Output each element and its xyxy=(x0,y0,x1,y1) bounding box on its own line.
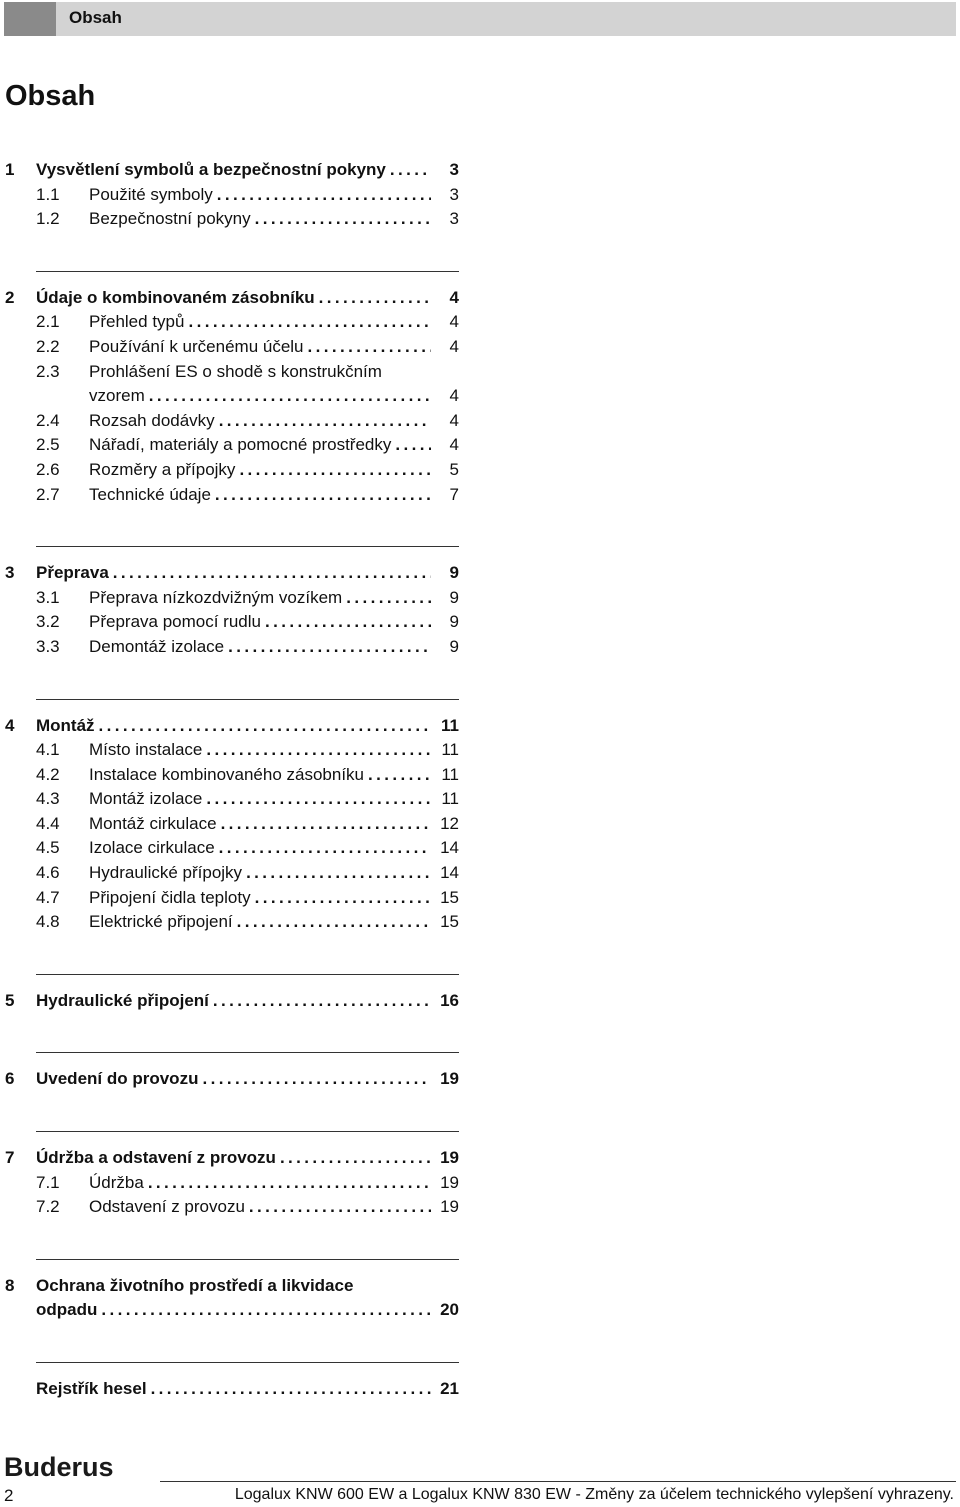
toc-section xyxy=(5,271,459,507)
toc-sub-page: 9 xyxy=(449,636,459,656)
toc-leader-dots xyxy=(219,409,431,434)
toc-main-entry[interactable] xyxy=(5,714,459,739)
toc-sub-title: Prohlášení ES o shodě s konstrukčním xyxy=(89,361,382,381)
toc-section xyxy=(5,546,459,659)
toc-main-title-cont: odpadu xyxy=(36,1300,98,1320)
toc-sub-page: 11 xyxy=(441,764,459,784)
toc-sub-title: Používání k určenému účelu xyxy=(89,336,304,356)
toc-section xyxy=(5,158,459,232)
toc-section xyxy=(36,1362,459,1402)
toc-main-entry[interactable] xyxy=(5,1067,459,1092)
toc-sub-number: 2.7 xyxy=(36,484,60,504)
toc-sub-entry[interactable] xyxy=(5,360,459,385)
toc-leader-dots xyxy=(390,158,431,183)
toc-sub-title: Přeprava nízkozdvižným vozíkem xyxy=(89,587,343,607)
toc-main-number: 7 xyxy=(5,1148,15,1168)
toc-sub-title: Montáž cirkulace xyxy=(89,813,217,833)
toc-sub-number: 2.1 xyxy=(36,312,60,332)
toc-sub-number: 7.1 xyxy=(36,1172,60,1192)
toc-sub-number: 2.6 xyxy=(36,459,60,479)
toc-sub-page: 3 xyxy=(449,184,459,204)
toc-sub-entry[interactable] xyxy=(5,910,459,935)
toc-main-number: 5 xyxy=(5,990,15,1010)
toc-sub-number: 3.1 xyxy=(36,587,60,607)
toc-leader-dots xyxy=(148,1171,431,1196)
toc-sub-entry[interactable] xyxy=(5,310,459,335)
toc-sub-number: 7.2 xyxy=(36,1197,60,1217)
toc-leader-dots xyxy=(202,1067,431,1092)
toc-sub-number: 4.6 xyxy=(36,863,60,883)
toc-sub-title: Připojení čidla teploty xyxy=(89,887,251,907)
toc-main-title: Montáž xyxy=(36,715,95,735)
buderus-logo xyxy=(4,1455,138,1479)
toc-leader-dots xyxy=(368,763,431,788)
toc-sub-number: 3.2 xyxy=(36,612,60,632)
toc-main-title: Ochrana životního prostředí a likvidace xyxy=(36,1275,354,1295)
toc-sub-entry[interactable] xyxy=(5,836,459,861)
toc-sub-page: 12 xyxy=(440,813,459,833)
toc-main-entry[interactable] xyxy=(5,1274,459,1299)
toc-main-entry[interactable] xyxy=(5,1146,459,1171)
toc-leader-dots xyxy=(239,458,431,483)
toc-section xyxy=(5,974,459,1014)
toc-sub-entry[interactable] xyxy=(5,1171,459,1196)
toc-sub-title: Rozsah dodávky xyxy=(89,410,215,430)
toc-sub-number: 4.2 xyxy=(36,764,60,784)
toc-sub-number: 1.1 xyxy=(36,184,60,204)
toc-main-page: 11 xyxy=(441,715,459,735)
toc-sub-number: 4.7 xyxy=(36,887,60,907)
toc-sub-page: 14 xyxy=(440,863,459,883)
toc-sub-title: Údržba xyxy=(89,1172,144,1192)
toc-main-title: Rejstřík hesel xyxy=(36,1379,147,1398)
toc-sub-entry[interactable] xyxy=(5,812,459,837)
toc-leader-dots xyxy=(151,1377,431,1402)
toc-main-entry[interactable] xyxy=(5,158,459,183)
toc-sub-entry[interactable] xyxy=(5,207,459,232)
toc-sub-page: 11 xyxy=(441,789,459,809)
toc-section xyxy=(5,1131,459,1220)
toc-sub-title: Odstavení z provozu xyxy=(89,1197,245,1217)
toc-sub-title: Přehled typů xyxy=(89,312,185,332)
toc-main-title: Vysvětlení symbolů a bezpečnostní pokyny xyxy=(36,160,386,179)
toc-sub-title: Použité symboly xyxy=(89,184,213,204)
toc-sub-entry[interactable] xyxy=(5,458,459,483)
toc-leader-dots xyxy=(319,286,431,311)
toc-sub-number: 1.2 xyxy=(36,209,60,229)
toc-sub-number: 4.8 xyxy=(36,912,60,932)
toc-leader-dots xyxy=(188,310,431,335)
toc-sub-page: 4 xyxy=(449,386,459,406)
toc-sub-page: 9 xyxy=(449,612,459,632)
toc-sub-title: Instalace kombinovaného zásobníku xyxy=(89,764,365,784)
toc-leader-dots xyxy=(99,714,431,739)
toc-leader-dots xyxy=(395,433,431,458)
buderus-logo-text: Buderus xyxy=(4,1455,114,1479)
toc-main-number: 8 xyxy=(5,1275,15,1295)
toc-section xyxy=(5,1052,459,1092)
toc-leader-dots xyxy=(280,1146,431,1171)
toc-section xyxy=(5,699,459,935)
toc-sub-entry[interactable] xyxy=(5,787,459,812)
toc-sub-number: 4.4 xyxy=(36,813,60,833)
toc-sub-page: 9 xyxy=(449,587,459,607)
toc-leader-dots xyxy=(206,738,431,763)
toc-main-page: 21 xyxy=(440,1379,459,1398)
toc-main-number: 4 xyxy=(5,715,15,735)
toc-leader-dots xyxy=(206,787,431,812)
toc-main-number: 6 xyxy=(5,1069,15,1089)
toc-main-title: Přeprava xyxy=(36,563,109,583)
toc-sub-page: 11 xyxy=(441,740,459,760)
toc-main-page: 4 xyxy=(449,287,459,307)
toc-sub-page: 4 xyxy=(449,410,459,430)
toc-sub-entry[interactable] xyxy=(5,763,459,788)
footer-note: Logalux KNW 600 EW a Logalux KNW 830 EW - Změny za účelem technického vylepšení vyhrazeny. xyxy=(234,1486,954,1503)
toc-sub-title: Elektrické připojení xyxy=(89,912,233,932)
toc-leader-dots xyxy=(228,635,431,660)
toc-main-title: Uvedení do provozu xyxy=(36,1069,199,1089)
page-title: Obsah xyxy=(5,80,96,112)
toc-sub-page: 4 xyxy=(449,312,459,332)
toc-sub-entry[interactable] xyxy=(5,610,459,635)
toc-sub-title: Přeprava pomocí rudlu xyxy=(89,612,261,632)
toc-sub-entry[interactable] xyxy=(5,738,459,763)
toc-leader-dots xyxy=(308,335,431,360)
toc-leader-dots xyxy=(113,561,431,586)
toc-leader-dots xyxy=(221,812,431,837)
toc-leader-dots xyxy=(255,207,431,232)
toc-sub-page: 14 xyxy=(440,838,459,858)
header-title: Obsah xyxy=(69,8,122,27)
toc-sub-page: 7 xyxy=(449,484,459,504)
toc-leader-dots xyxy=(237,910,431,935)
toc-sub-entry[interactable] xyxy=(5,635,459,660)
header-tab-marker xyxy=(4,2,56,36)
toc-sub-title-cont: vzorem xyxy=(89,386,145,406)
toc-leader-dots xyxy=(265,610,431,635)
toc-main-entry-continuation[interactable] xyxy=(5,1298,459,1323)
toc-main-entry[interactable] xyxy=(5,286,459,311)
footer-rule xyxy=(160,1481,956,1482)
toc-sub-title: Místo instalace xyxy=(89,740,203,760)
toc-sub-number: 2.3 xyxy=(36,361,60,381)
toc-main-page: 3 xyxy=(449,160,459,179)
toc-leader-dots xyxy=(249,1195,431,1220)
toc-leader-dots xyxy=(101,1298,431,1323)
toc-sub-page: 19 xyxy=(440,1172,459,1192)
toc-sub-title: Rozměry a přípojky xyxy=(89,459,236,479)
toc-sub-title: Hydraulické přípojky xyxy=(89,863,243,883)
toc-sub-entry[interactable] xyxy=(5,433,459,458)
toc-main-page: 9 xyxy=(449,563,459,583)
toc-sub-page: 4 xyxy=(449,435,459,455)
toc-leader-dots xyxy=(255,886,431,911)
footer-page-number: 2 xyxy=(4,1486,14,1505)
toc-sub-page: 15 xyxy=(440,887,459,907)
toc-main-entry[interactable] xyxy=(5,561,459,586)
header-bar xyxy=(4,2,956,36)
toc-sub-title: Izolace cirkulace xyxy=(89,838,215,858)
toc-leader-dots xyxy=(149,384,431,409)
toc-main-title: Údaje o kombinovaném zásobníku xyxy=(36,287,315,307)
toc-section xyxy=(5,1259,459,1323)
toc-sub-title: Nářadí, materiály a pomocné prostředky xyxy=(89,435,392,455)
table-of-contents xyxy=(5,158,459,1402)
toc-sub-entry[interactable] xyxy=(5,1195,459,1220)
toc-sub-number: 2.2 xyxy=(36,336,60,356)
toc-sub-entry[interactable] xyxy=(5,183,459,208)
toc-main-number: 2 xyxy=(5,287,15,307)
toc-main-entry[interactable] xyxy=(5,1377,459,1402)
toc-main-page: 20 xyxy=(440,1300,459,1320)
toc-leader-dots xyxy=(213,989,431,1014)
toc-main-number: 3 xyxy=(5,563,15,583)
toc-sub-title: Demontáž izolace xyxy=(89,636,225,656)
toc-sub-number: 4.3 xyxy=(36,789,60,809)
toc-sub-page: 4 xyxy=(449,336,459,356)
toc-main-entry[interactable] xyxy=(5,989,459,1014)
toc-sub-entry[interactable] xyxy=(5,335,459,360)
toc-sub-page: 5 xyxy=(449,459,459,479)
toc-sub-page: 15 xyxy=(440,912,459,932)
toc-sub-title: Technické údaje xyxy=(89,484,211,504)
toc-sub-number: 3.3 xyxy=(36,636,60,656)
toc-main-title: Hydraulické připojení xyxy=(36,990,209,1010)
toc-main-page: 16 xyxy=(440,990,459,1010)
toc-main-number: 1 xyxy=(5,160,15,179)
toc-sub-number: 2.4 xyxy=(36,410,60,430)
toc-leader-dots xyxy=(217,183,431,208)
toc-sub-page: 3 xyxy=(449,209,459,229)
toc-leader-dots xyxy=(215,483,431,508)
toc-sub-page: 19 xyxy=(440,1197,459,1217)
toc-leader-dots xyxy=(219,836,431,861)
toc-main-title: Údržba a odstavení z provozu xyxy=(36,1148,276,1168)
toc-leader-dots xyxy=(346,586,431,611)
toc-sub-number: 2.5 xyxy=(36,435,60,455)
toc-sub-entry[interactable] xyxy=(5,483,459,508)
toc-main-page: 19 xyxy=(440,1148,459,1168)
toc-sub-title: Montáž izolace xyxy=(89,789,203,809)
toc-main-page: 19 xyxy=(440,1069,459,1089)
toc-sub-title: Bezpečnostní pokyny xyxy=(89,209,251,229)
toc-leader-dots xyxy=(246,861,431,886)
toc-sub-entry[interactable] xyxy=(5,886,459,911)
toc-sub-number: 4.1 xyxy=(36,740,60,760)
toc-sub-entry[interactable] xyxy=(5,861,459,886)
toc-sub-entry[interactable] xyxy=(5,409,459,434)
toc-sub-entry[interactable] xyxy=(5,586,459,611)
toc-sub-entry-continuation[interactable] xyxy=(5,384,459,409)
toc-sub-number: 4.5 xyxy=(36,838,60,858)
